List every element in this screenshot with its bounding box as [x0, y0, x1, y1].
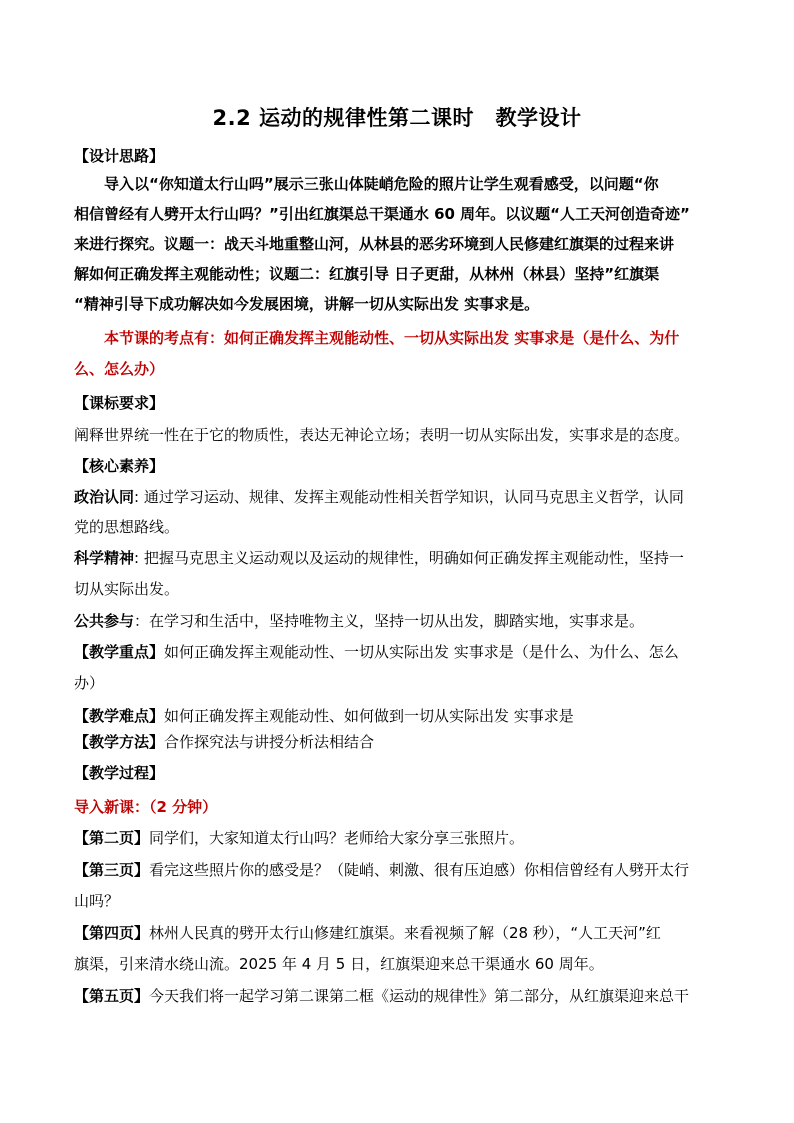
curriculum-heading: 【课标要求】 [74, 394, 165, 412]
science-line: 切从实际出发。 [74, 580, 180, 598]
political-text: : 通过学习运动、规律、发挥主观能动性相关哲学知识，认同马克思主义哲学，认同 [134, 488, 684, 506]
political-line: 党的思想路线。 [74, 518, 180, 536]
political-line [74, 486, 724, 508]
key-line [74, 641, 724, 663]
literacy-heading: 【核心素养】 [74, 457, 165, 475]
science-line [74, 547, 724, 569]
curriculum-text: 阐释世界统一性在于它的物质性，表达无神论立场；表明一切从实际出发，实事求是的态度。 [74, 426, 690, 444]
page5-line [74, 985, 724, 1007]
intro-heading: 导入新课：（2 分钟） [74, 798, 218, 816]
design-line: 解如何正确发挥主观能动性；议题二：红旗引导 日子更甜，从林州（林县）坚持”红旗渠 [74, 265, 660, 283]
page4-text: 林州人民真的劈开太行山修建红旗渠。来看视频了解（28 秒），“人工天河”红 [149, 924, 661, 942]
page5-text: 今天我们将一起学习第二课第二框《运动的规律性》第二部分，从红旗渠迎来总干 [149, 987, 690, 1005]
design-line: 相信曾经有人劈开太行山吗？”引出红旗渠总干渠通水 60 周年。以议题“人工天河创造奇迹” [74, 205, 690, 223]
difficult-heading: 【教学难点】 [74, 707, 165, 725]
exam-points-line: 么、怎么办） [74, 360, 165, 378]
key-heading: 【教学重点】 [74, 643, 165, 661]
page4-line [74, 922, 724, 944]
science-label: 科学精神 [74, 549, 135, 567]
page2-line [74, 827, 724, 849]
document-title: 2.2 运动的规律性第二课时 教学设计 [212, 106, 582, 130]
process-heading: 【教学过程】 [74, 764, 165, 782]
political-label: 政治认同 [74, 488, 135, 506]
science-text: : 把握马克思主义运动观以及运动的规律性，明确如何正确发挥主观能动性，坚持一 [134, 549, 684, 567]
public-text: ：在学习和生活中，坚持唯物主义，坚持一切从出发，脚踏实地，实事求是。 [134, 612, 645, 630]
key-text: 如何正确发挥主观能动性、一切从实际出发 实事求是（是什么、为什么、怎么 [164, 643, 679, 661]
page4-line: 旗渠，引来清水绕山流。2025 年 4 月 5 日，红旗渠迎来总干渠通水 60 周年。 [74, 955, 604, 973]
page4-label: 【第四页】 [74, 924, 150, 942]
method-text: 合作探究法与讲授分析法相结合 [164, 733, 375, 751]
method-heading: 【教学方法】 [74, 733, 165, 751]
public-label: 公共参与 [74, 612, 135, 630]
page3-line [74, 859, 724, 881]
design-line: 导入以“你知道太行山吗”展示三张山体陡峭危险的照片让学生观看感受，以问题“你 [104, 175, 659, 193]
page2-label: 【第二页】 [74, 829, 150, 847]
difficult-line [74, 705, 724, 727]
public-line [74, 610, 724, 632]
page3-text: 看完这些照片你的感受是？（陡峭、刺激、很有压迫感）你相信曾经有人劈开太行 [149, 861, 690, 879]
design-heading: 【设计思路】 [74, 147, 165, 165]
page2-text: 同学们，大家知道太行山吗？老师给大家分享三张照片。 [149, 829, 525, 847]
page3-label: 【第三页】 [74, 861, 150, 879]
design-line: 来进行探究。议题一：战天斗地重整山河，从林县的恶劣环境到人民修建红旗渠的过程来讲 [74, 235, 675, 253]
page5-label: 【第五页】 [74, 987, 150, 1005]
page3-line: 山吗？ [74, 892, 120, 910]
difficult-text: 如何正确发挥主观能动性、如何做到一切从实际出发 实事求是 [164, 707, 574, 725]
design-line: “精神引导下成功解决如今发展困境，讲解一切从实际出发 实事求是。 [74, 295, 540, 313]
exam-points-line: 本节课的考点有：如何正确发挥主观能动性、一切从实际出发 实事求是（是什么、为什 [104, 329, 680, 347]
method-line [74, 731, 724, 753]
key-line: 办） [74, 674, 105, 692]
